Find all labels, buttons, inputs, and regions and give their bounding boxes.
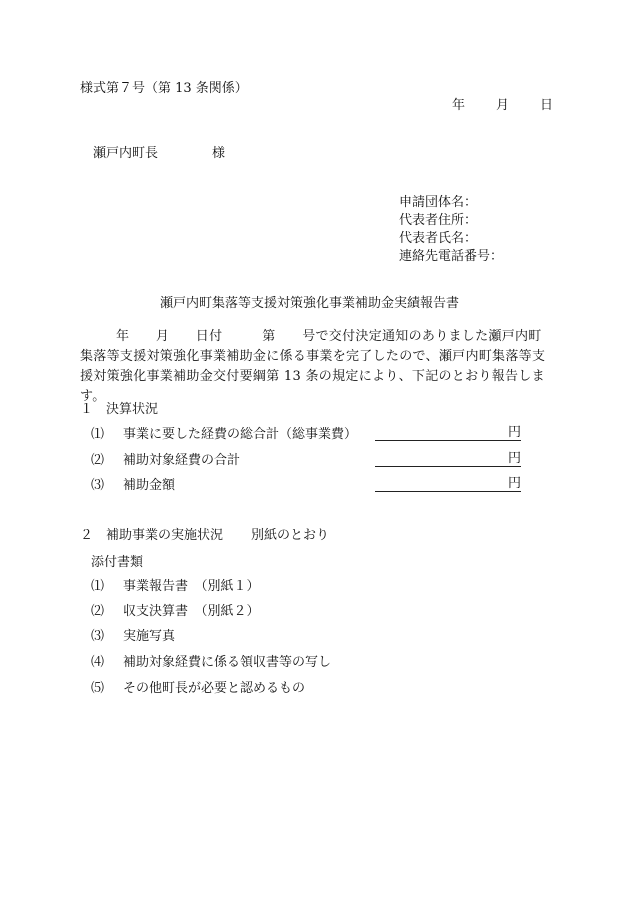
settlement-item: [91, 428, 357, 441]
item-number: ⑷: [91, 655, 105, 670]
date-year: 年: [452, 98, 466, 113]
amount-unit: 円: [507, 451, 521, 466]
section2-heading-text: ２ 補助事業の実施状況: [80, 528, 224, 543]
applicant-phone: 連絡先電話番号：: [399, 249, 504, 264]
applicant-block: [399, 196, 503, 268]
date-day: 日: [540, 98, 554, 113]
item-number: ⑴: [91, 427, 105, 442]
item-label: 収支決算書 （別紙２）: [123, 604, 260, 619]
item-label: 補助対象経費の合計: [123, 453, 241, 468]
date-month: 月: [496, 98, 510, 113]
applicant-org-name: 申請団体名：: [399, 195, 478, 210]
item-label: その他町長が必要と認めるもの: [123, 681, 306, 696]
document-title: 瀬戸内町集落等支援対策強化事業補助金実績報告書: [160, 296, 460, 311]
form-number: 様式第７号（第 13 条関係）: [80, 81, 248, 96]
item-label: 事業報告書 （別紙１）: [123, 579, 260, 594]
item-number: ⑸: [91, 681, 105, 696]
section2-heading: [80, 529, 329, 542]
applicant-rep-name: 代表者氏名：: [399, 231, 478, 246]
recipient-name: 瀬戸内町長: [93, 146, 159, 161]
section1-heading: １ 決算状況: [80, 402, 159, 417]
attachment-item: [91, 682, 305, 695]
date-line: [452, 99, 553, 112]
settlement-item: [91, 454, 240, 467]
settlement-item: [91, 479, 175, 492]
amount-field: [375, 477, 521, 492]
amount-field: [375, 426, 521, 441]
recipient: [93, 147, 225, 160]
attachment-item: [91, 580, 260, 593]
item-number: ⑶: [91, 478, 105, 493]
attachment-item: [91, 630, 175, 643]
attachment-item: [91, 605, 260, 618]
item-label: 補助金額: [123, 478, 176, 493]
item-label: 補助対象経費に係る領収書等の写し: [123, 655, 332, 670]
section2-note: 別紙のとおり: [251, 528, 330, 543]
item-label: 事業に要した経費の総合計（総事業費）: [123, 427, 358, 442]
body-line-1: 年 月 日付 第 号で交付決定通知のありました瀬戸内町: [116, 329, 542, 344]
item-number: ⑵: [91, 453, 105, 468]
item-number: ⑵: [91, 604, 105, 619]
amount-unit: 円: [507, 425, 521, 440]
attachment-item: [91, 656, 331, 669]
body-text: [80, 327, 560, 407]
item-number: ⑴: [91, 579, 105, 594]
recipient-honorific: 様: [212, 146, 226, 161]
body-line-2: 集落等支援対策強化事業補助金に係る事業を完了したので、瀬戸内町集落等支: [80, 349, 546, 364]
item-label: 実施写真: [123, 629, 176, 644]
item-number: ⑶: [91, 629, 105, 644]
applicant-address: 代表者住所：: [399, 213, 478, 228]
amount-unit: 円: [507, 476, 521, 491]
body-line-3: 援対策強化事業補助金交付要綱第 13 条の規定により、下記のとおり報告します。: [80, 369, 545, 404]
attachments-heading: 添付書類: [91, 555, 144, 570]
amount-field: [375, 452, 521, 467]
